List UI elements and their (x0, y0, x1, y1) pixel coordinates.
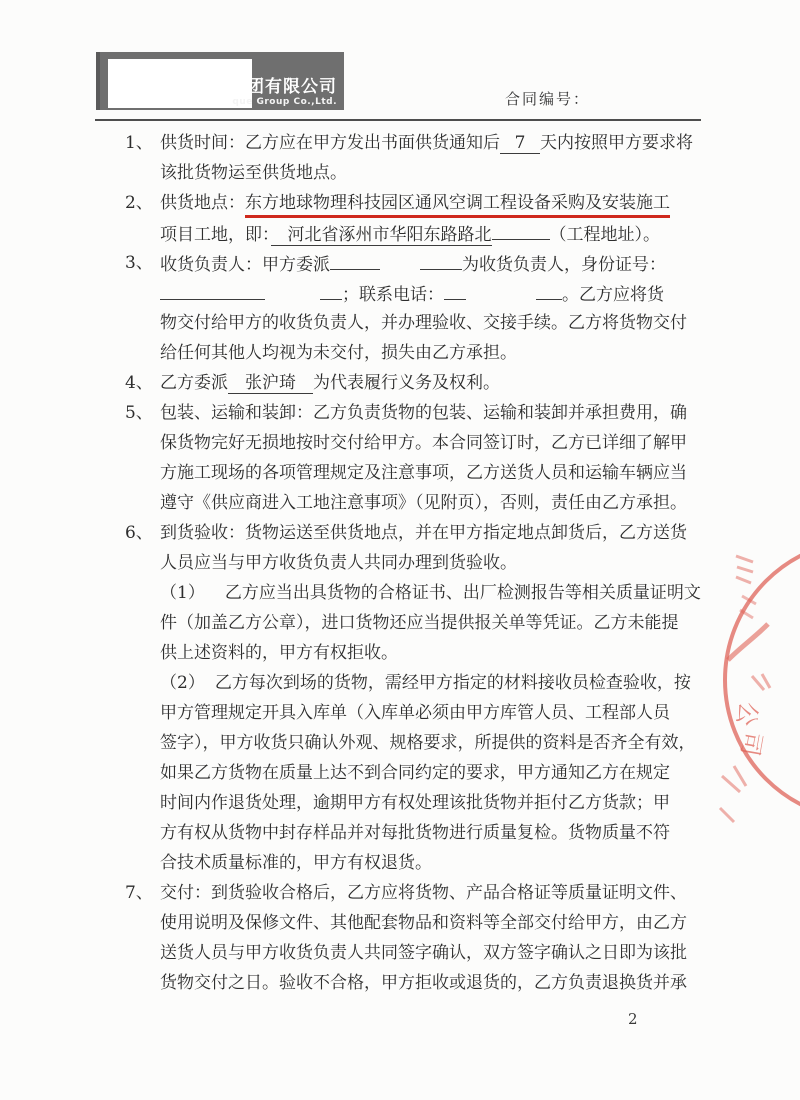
clause-text: 使用说明及保修文件、其他配套物品和资料等全部交付给甲方，由乙方 (160, 913, 687, 933)
clause-line (160, 938, 700, 968)
clause-number (125, 578, 160, 668)
clause-text-block (160, 128, 700, 188)
clause-text-block (160, 188, 700, 248)
clause-text-block (160, 578, 700, 668)
company-logo (96, 52, 344, 110)
blank-underline-field (444, 278, 466, 300)
clause-4 (125, 368, 700, 398)
clause-line (160, 218, 700, 248)
clause-line (160, 368, 700, 398)
clause-text: 供上述资料的，甲方有权拒收。 (160, 643, 398, 663)
clause-2 (125, 188, 700, 248)
clause-text-block (160, 518, 700, 578)
clause-7 (125, 878, 700, 998)
blank-underline-field (320, 278, 342, 300)
clause-line (160, 518, 700, 548)
red-underlined-text: 东方地球物理科技园区通风空调工程设备采购及安装施工 (245, 193, 670, 218)
underlined-text: 河北省涿州市华阳东路路北 (270, 225, 492, 245)
clause-text: 保货物完好无损地按时交付给甲方。本合同签订时，乙方已详细了解甲 (160, 433, 687, 453)
spacer (466, 290, 536, 300)
clause-line (160, 608, 700, 638)
company-name-cn: 集团有限公司 (229, 77, 337, 97)
clause-text: 人员应当与甲方收货负责人共同办理到货验收。 (160, 553, 517, 573)
clause-text: 。乙方应将货 (562, 285, 664, 305)
clause-text: 货物交付之日。验收不合格，甲方拒收或退货的，乙方负责退换货并承 (160, 973, 687, 993)
clause-line (160, 728, 700, 758)
clause-text-block (160, 248, 700, 368)
clause-text: 件（加盖乙方公章），进口货物还应当提供报关单等凭证。乙方未能提 (160, 613, 679, 633)
clause-text: 方施工现场的各项管理规定及注意事项，乙方送货人员和运输车辆应当 (160, 463, 687, 483)
clause-line (160, 488, 700, 518)
clause-line (160, 818, 700, 848)
clause-text: 为代表履行义务及权利。 (313, 373, 500, 393)
clause-text: （1） (160, 583, 205, 603)
clause-text-block (160, 668, 700, 878)
clause-line (160, 278, 700, 308)
clause-line (160, 758, 700, 788)
clause-line (160, 458, 700, 488)
blank-underline-field (160, 278, 265, 300)
blank-underline-field: 7 (500, 132, 540, 154)
clause-number: 7、 (125, 883, 153, 903)
clause-number: 3、 (125, 253, 153, 273)
clause-text: （2） (160, 673, 205, 693)
clause-line (160, 128, 700, 158)
clause-text: 到货验收：货物运送至供货地点，并在甲方指定地点卸货后，乙方送货 (160, 523, 687, 543)
clause-line (160, 848, 700, 878)
sub-clause (125, 578, 700, 668)
clause-line (160, 908, 700, 938)
spacer (205, 678, 215, 688)
page-number: 2 (628, 1010, 638, 1028)
clause-text: 供货地点： (160, 193, 245, 213)
clause-3 (125, 248, 700, 368)
company-seal (700, 500, 800, 840)
clause-text: 该批货物运至供货地点。 (160, 163, 347, 183)
blank-underline-field (492, 218, 550, 240)
seal-arc (725, 540, 800, 820)
clause-text: 物交付给甲方的收货负责人，并办理验收、交接手续。乙方将货物交付 (160, 313, 687, 333)
clause-number: 5、 (125, 403, 153, 423)
clause-text: 送货人员与甲方收货负责人共同签字确认，双方签字确认之日即为该批 (160, 943, 687, 963)
clause-line (160, 308, 700, 338)
clause-text: 包装、运输和装卸：乙方负责货物的包装、运输和装卸并承担费用，确 (160, 403, 687, 423)
spacer (380, 260, 420, 270)
header-divider (95, 119, 701, 121)
blank-underline-field (420, 248, 462, 270)
clause-text: 方有权从货物中封存样品并对每批货物进行质量复检。货物质量不符 (160, 823, 670, 843)
clause-text-block (160, 878, 700, 998)
clause-line (160, 668, 700, 698)
clause-line (160, 878, 700, 908)
clause-text: 乙方每次到场的货物，需经甲方指定的材料接收员检查验收，按 (214, 673, 691, 693)
clause-text: ；联系电话： (342, 285, 444, 305)
clause-text: 交付：到货验收合格后，乙方应将货物、产品合格证等质量证明文件、 (160, 883, 687, 903)
clause-text: 签字），甲方收货只确认外观、规格要求，所提供的资料是否齐全有效， (160, 733, 696, 753)
clause-text: 合技术质量标准的，甲方有权退货。 (160, 853, 432, 873)
blank-underline-field (330, 248, 380, 270)
clause-text: 乙方应当出具货物的合格证书、出厂检测报告等相关质量证明文 (224, 583, 701, 603)
clause-line (160, 338, 700, 368)
clause-line (160, 548, 700, 578)
clause-line (160, 248, 700, 278)
clause-line (160, 788, 700, 818)
clause-line (160, 698, 700, 728)
blank-underline-field (536, 278, 562, 300)
contract-number-label: 合同编号： (505, 90, 591, 108)
spacer (265, 290, 320, 300)
spacer (205, 588, 225, 598)
clause-text: （工程地址）。 (549, 225, 660, 245)
underlined-text: 张沪琦 (228, 373, 313, 393)
clause-1 (125, 128, 700, 188)
clause-number: 4、 (125, 373, 153, 393)
clause-line (160, 638, 700, 668)
clause-text: 供货时间：乙方应在甲方发出书面供货通知后 (160, 133, 500, 153)
clause-line (160, 158, 700, 188)
seal-char-1: 公 (731, 699, 763, 729)
clause-number: 1、 (125, 133, 153, 153)
clause-text: 天内按照甲方要求将 (540, 133, 693, 153)
seal-illegible-marks-mid (752, 674, 770, 690)
clause-text: 遵守《供应商进入工地注意事项》（见附页），否则，责任由乙方承担。 (160, 493, 687, 513)
clause-line (160, 968, 700, 998)
clause-6 (125, 518, 700, 578)
clause-text-block (160, 398, 700, 518)
clause-line (160, 188, 700, 218)
seal-illegible-marks-top (736, 556, 753, 583)
clause-line (160, 398, 700, 428)
clause-text: 项目工地，即： (160, 225, 271, 245)
clause-number: 2、 (125, 193, 153, 213)
clause-text: 收货负责人：甲方委派 (160, 255, 330, 275)
contract-body (125, 128, 700, 998)
clause-line (160, 428, 700, 458)
seal-illegible-marks-bottom (720, 766, 746, 822)
clause-line (160, 578, 700, 608)
sub-clause (125, 668, 700, 878)
clause-number (125, 668, 160, 878)
clause-text: 如果乙方货物在质量上达不到合同约定的要求，甲方通知乙方在规定 (160, 763, 670, 783)
clause-number: 6、 (125, 523, 153, 543)
clause-text-block (160, 368, 700, 398)
clause-text: 为收货负责人，身份证号： (462, 255, 666, 275)
clause-text: 乙方委派 (160, 373, 228, 393)
clause-5 (125, 398, 700, 518)
clause-text: 时间内作退货处理，逾期甲方有权处理该批货物并拒付乙方货款；甲 (160, 793, 670, 813)
seal-char-2: 司 (735, 729, 768, 759)
clause-text: 甲方管理规定开具入库单（入库单必须由甲方库管人员、工程部人员 (160, 703, 670, 723)
clause-text: 给任何其他人均视为未交付，损失由乙方承担。 (160, 343, 517, 363)
company-name-en: que Group Co.,Ltd. (232, 97, 337, 107)
